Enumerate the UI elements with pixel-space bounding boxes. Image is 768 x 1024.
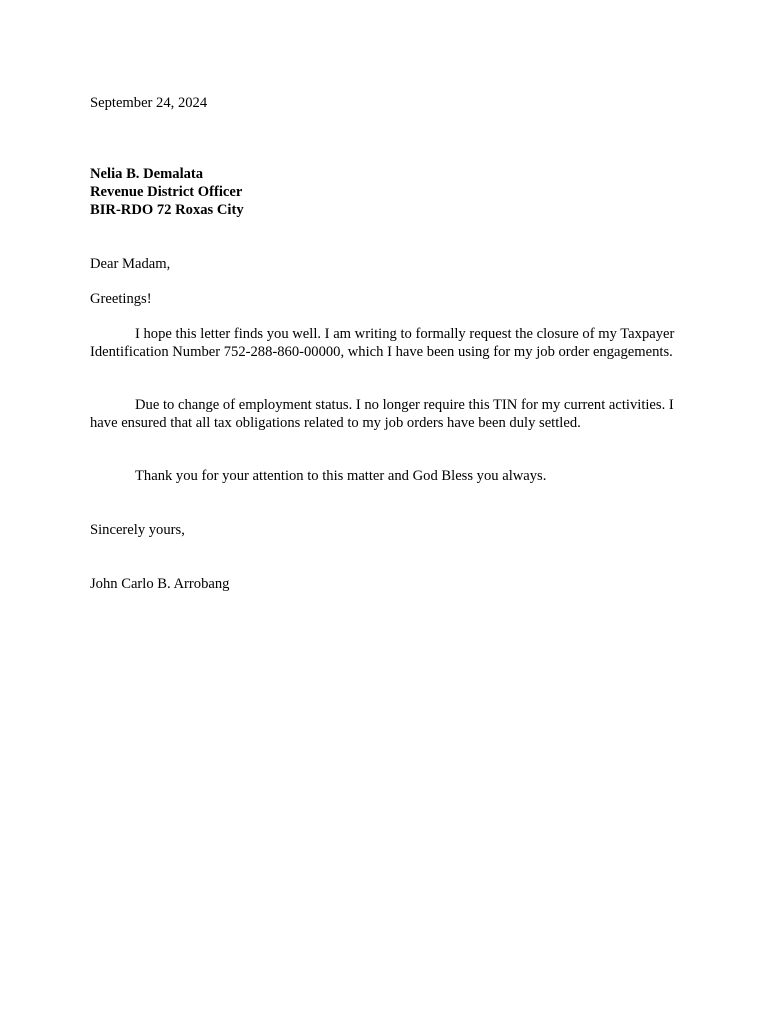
recipient-title: Revenue District Officer bbox=[90, 184, 243, 200]
body-paragraph-2: Due to change of employment status. I no longer require this TIN for my current activities. I have ensured that all tax obligations related to my job orders have been duly settled. bbox=[90, 397, 674, 431]
body-paragraph-1: I hope this letter finds you well. I am writing to formally request the closure of my Taxpayer Identification Number 752-288-860-00000, which I have been using for my job order engagements. bbox=[90, 326, 675, 360]
body-paragraph-3: Thank you for your attention to this matter and God Bless you always. bbox=[135, 468, 547, 484]
recipient-office: BIR-RDO 72 Roxas City bbox=[90, 202, 244, 218]
salutation: Dear Madam, bbox=[90, 256, 171, 272]
letter-date: September 24, 2024 bbox=[90, 95, 208, 111]
closing: Sincerely yours, bbox=[90, 522, 185, 538]
recipient-name: Nelia B. Demalata bbox=[90, 166, 204, 182]
signatory-name: John Carlo B. Arrobang bbox=[90, 576, 230, 592]
greeting: Greetings! bbox=[90, 291, 152, 307]
